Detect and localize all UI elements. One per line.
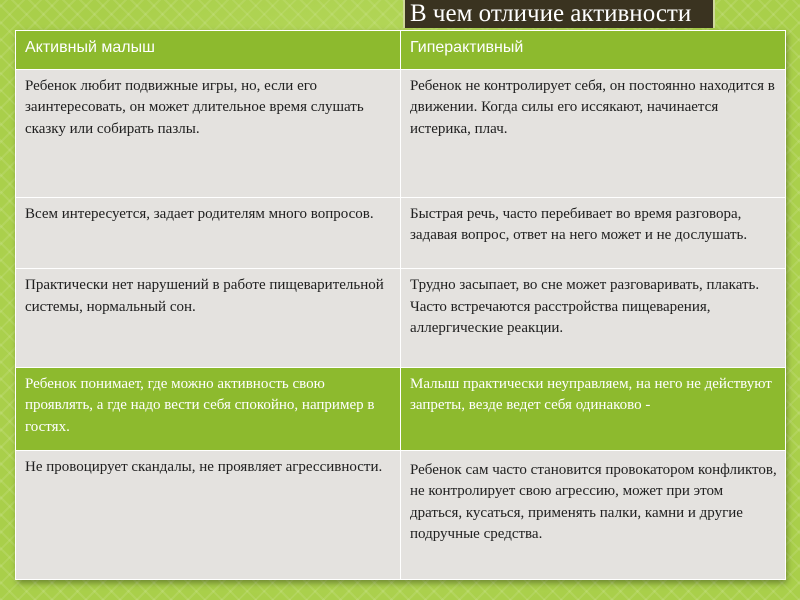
cell-active: Всем интересуется, задает родителям много вопросов.: [16, 197, 401, 269]
cell-hyperactive: Трудно засыпает, во сне может разговаривать, плакать. Часто встречаются расстройства пищеварения, аллергические реакции.: [401, 269, 786, 368]
cell-hyperactive: Малыш практически неуправляем, на него не действуют запреты, везде ведет себя одинаково -: [401, 368, 786, 451]
cell-hyperactive: Ребенок сам часто становится провокатором конфликтов, не контролирует свою агрессию, может при этом драться, кусаться, применять палки, камни и другие подручные средства.: [401, 451, 786, 580]
table-row: [16, 197, 786, 269]
cell-hyperactive: Ребенок не контролирует себя, он постоянно находится в движении. Когда силы его иссякают, начинается истерика, плач.: [401, 70, 786, 198]
header-hyperactive-child: Гиперактивный: [401, 31, 786, 70]
table-header-row: [16, 31, 786, 70]
cell-hyperactive: Быстрая речь, часто перебивает во время разговора, задавая вопрос, ответ на него может и не дослушать.: [401, 197, 786, 269]
table-row: [16, 70, 786, 198]
cell-active: Ребенок понимает, где можно активность свою проявлять, а где надо вести себя спокойно, например в гостях.: [16, 368, 401, 451]
slide-title: В чем отличие активности: [403, 0, 715, 28]
table-row-highlighted: [16, 368, 786, 451]
cell-active: Ребенок любит подвижные игры, но, если его заинтересовать, он может длительное время слушать сказку или собирать пазлы.: [16, 70, 401, 198]
table-row: [16, 269, 786, 368]
header-active-child: Активный малыш: [16, 31, 401, 70]
cell-active: Не провоцирует скандалы, не проявляет агрессивности.: [16, 451, 401, 580]
cell-active: Практически нет нарушений в работе пищеварительной системы, нормальный сон.: [16, 269, 401, 368]
comparison-table: [15, 30, 785, 580]
table-row: [16, 451, 786, 580]
